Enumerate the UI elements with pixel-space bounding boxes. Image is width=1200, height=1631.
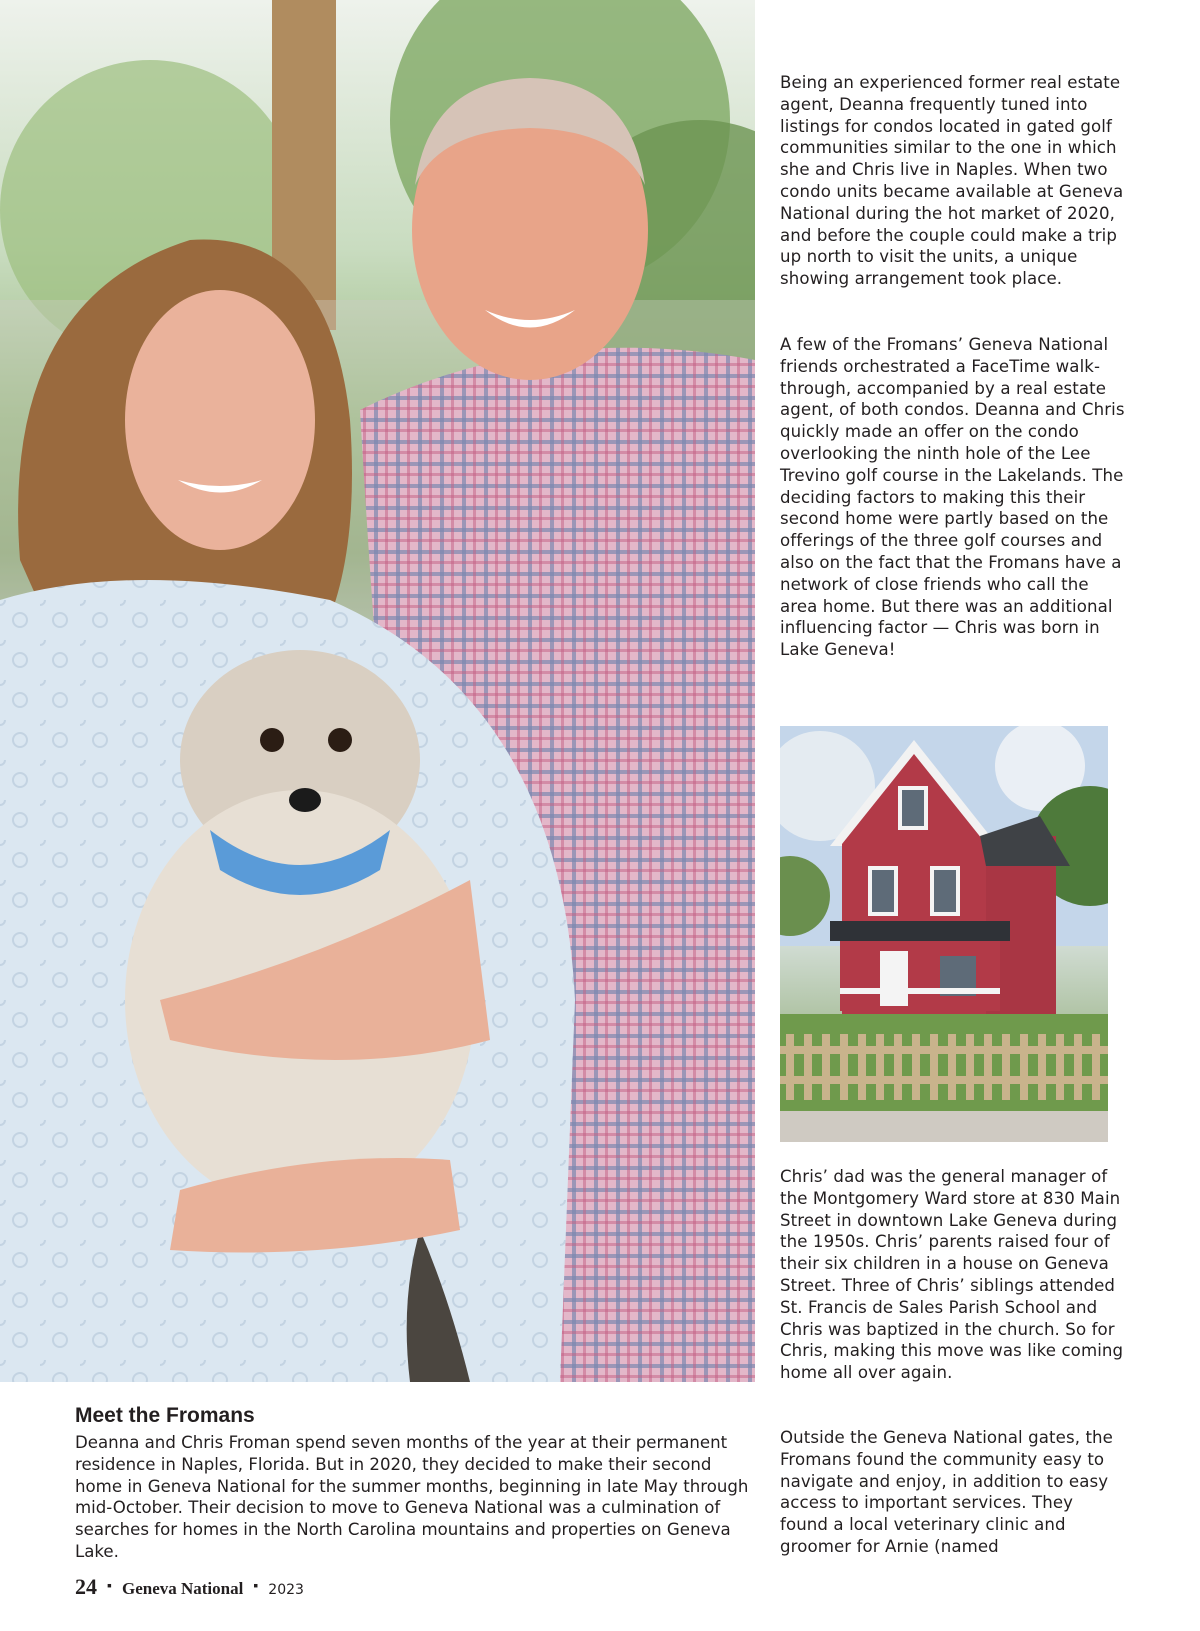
right-column-paragraph-4 [780, 1427, 1125, 1558]
publication-name: Geneva National [121, 1579, 244, 1598]
section-heading: Meet the Fromans [75, 1404, 255, 1427]
house-photo [780, 726, 1108, 1142]
page-footer [75, 1574, 304, 1602]
body-paragraph: Being an experienced former real estate agent, Deanna frequently tuned into listings for condos located in gated golf communities similar to the one in which she and Chris live in Naples. When two condo units became available at Geneva National during the hot market of 2020, and before the couple could make a trip up north to visit the units, a unique showing arrangement took place. [780, 73, 1124, 289]
house-photo-illustration [780, 726, 1108, 1142]
body-paragraph: Chris’ dad was the general manager of the Montgomery Ward store at 830 Main Street in downtown Lake Geneva during the 1950s. Chris’ parents raised four of their six children in a house on Geneva Street. Three of Chris’ siblings attended St. Francis de Sales Parish School and Chris was baptized in the church. So for Chris, making this move was like coming home all over again. [780, 1167, 1124, 1383]
right-column-paragraph-3 [780, 1166, 1125, 1384]
publication-year: 2023 [268, 1582, 304, 1598]
separator-icon: ▪ [253, 1579, 259, 1594]
right-column-paragraph-1 [780, 72, 1125, 290]
body-paragraph: Outside the Geneva National gates, the Fromans found the community easy to navigate and enjoy, in addition to easy access to important services. They found a local veterinary clinic and groomer for Arnie (named [780, 1428, 1113, 1556]
body-paragraph: A few of the Fromans’ Geneva National friends orchestrated a FaceTime walk-through, accompanied by a real estate agent, of both condos. Deanna and Chris quickly made an offer on the condo overlooking the ninth hole of the Lee Trevino golf course in the Lakelands. The deciding factors to making this their second home were partly based on the offerings of the three golf courses and also on the fact that the Fromans have a network of close friends who call the area home. But there was an additional influencing factor — Chris was born in Lake Geneva! [780, 335, 1125, 660]
separator-icon: ▪ [107, 1579, 112, 1594]
intro-paragraph: Deanna and Chris Froman spend seven months of the year at their permanent residence in Naples, Florida. But in 2020, they decided to make their second home in Geneva National for the summer months, beginning in late May through mid-October. Their decision to move to Geneva National was a culmination of searches for homes in the North Carolina mountains and properties on Geneva Lake. [75, 1433, 749, 1561]
page-number: 24 [75, 1574, 97, 1599]
right-column-paragraph-2 [780, 334, 1125, 661]
